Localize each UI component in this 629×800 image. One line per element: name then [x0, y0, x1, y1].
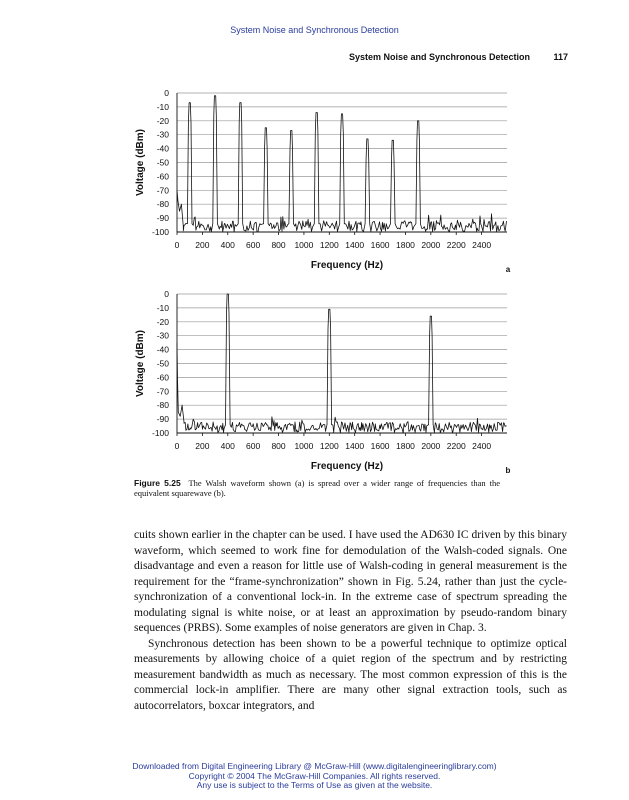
y-tick-label: -70 — [156, 386, 169, 397]
x-tick-label: 600 — [246, 240, 261, 250]
x-axis-label: Frequency (Hz) — [310, 260, 384, 271]
x-tick-label: 2000 — [421, 240, 441, 250]
x-tick-label: 1000 — [294, 240, 314, 250]
y-tick-label: -10 — [156, 302, 169, 313]
top-title-link[interactable]: System Noise and Synchronous Detection — [230, 25, 399, 35]
x-tick-label: 2200 — [446, 240, 466, 250]
figure-caption — [134, 478, 500, 498]
y-tick-label: -30 — [156, 129, 169, 140]
spectrum-chart-b — [0, 279, 629, 479]
spectrum-trace — [177, 96, 507, 232]
y-tick-label: -20 — [156, 115, 169, 126]
y-tick-label: -70 — [156, 185, 169, 196]
y-tick-label: -20 — [156, 316, 169, 327]
y-tick-label: 0 — [164, 289, 169, 299]
y-tick-label: -40 — [156, 344, 169, 355]
x-tick-label: 1800 — [396, 441, 415, 451]
x-tick-label: 1600 — [370, 240, 390, 250]
x-tick-label: 1800 — [396, 240, 415, 250]
y-tick-label: -90 — [156, 213, 169, 224]
figure-caption-text: The Walsh waveform shown (a) is spread over a wider range of frequencies than the equivalent squarewave (b). — [134, 478, 500, 498]
x-tick-label: 200 — [195, 240, 210, 250]
x-tick-label: 400 — [220, 240, 235, 250]
y-tick-label: -50 — [156, 157, 169, 168]
x-tick-label: 1000 — [294, 441, 314, 451]
x-tick-label: 2000 — [421, 441, 441, 451]
running-title: System Noise and Synchronous Detection — [348, 52, 530, 62]
x-tick-label: 2400 — [472, 441, 492, 451]
x-tick-label: 600 — [246, 441, 261, 451]
panel-label: b — [505, 466, 511, 475]
x-tick-label: 2400 — [472, 240, 492, 250]
footer-terms[interactable]: Any use is subject to the Terms of Use as given at the website. — [196, 780, 433, 790]
x-tick-label: 800 — [271, 240, 286, 250]
body-text — [134, 528, 567, 714]
y-tick-label: -40 — [156, 143, 169, 154]
y-tick-label: -50 — [156, 358, 169, 369]
x-tick-label: 1200 — [319, 240, 339, 250]
y-tick-label: -100 — [151, 428, 169, 438]
y-tick-label: -60 — [156, 171, 169, 182]
x-tick-label: 2200 — [446, 441, 466, 451]
x-tick-label: 0 — [174, 441, 180, 451]
footer-download-link[interactable]: Downloaded from Digital Engineering Library @ McGraw-Hill (www.digitalengineeringlibrary.com) — [132, 761, 497, 771]
x-tick-label: 400 — [220, 441, 235, 451]
body-paragraph-2: Synchronous detection has been shown to be a powerful technique to optimize optical measurements by allowing choice of a quiet region of the spectrum and by restricting measurement bandwidth as much as necessary. The most common expression of this is the commercial lock-in amplifier. There are many other signal extraction tools, such as autocorrelators, boxcar integrators, and — [134, 637, 567, 712]
figure-label: Figure 5.25 — [134, 478, 181, 488]
x-tick-label: 200 — [195, 441, 210, 451]
x-tick-label: 0 — [174, 240, 180, 250]
y-tick-label: -80 — [156, 400, 169, 411]
y-tick-label: -60 — [156, 372, 169, 383]
page-number: 117 — [553, 52, 568, 62]
panel-label: a — [505, 265, 511, 274]
y-tick-label: -90 — [156, 414, 169, 425]
x-tick-label: 1400 — [345, 240, 365, 250]
y-tick-label: -10 — [156, 101, 169, 112]
body-paragraph-1: cuits shown earlier in the chapter can be used. I have used the AD630 IC driven by this binary waveform, which seemed to work fine for demodulation of the Walsh-coded signals. One disadvantage and even a reason for little use of Walsh-coding in general measurement is the requirement for the “frame-synchronization” shown in Fig. 5.24, rather than just the cycle-synchronization of a conventional lock-in. In the extreme case of spectrum spreading the modulating signal is white noise, or at least an approximation by pseudo-random binary sequences (PRBS). Some examples of noise generators are given in Chap. 3. — [134, 529, 567, 634]
y-axis-label: Voltage (dBm) — [135, 329, 146, 398]
y-tick-label: -30 — [156, 330, 169, 341]
y-tick-label: 0 — [164, 88, 169, 98]
y-tick-label: -100 — [151, 227, 169, 237]
y-tick-label: -80 — [156, 199, 169, 210]
x-tick-label: 1600 — [370, 441, 390, 451]
x-tick-label: 1400 — [345, 441, 365, 451]
x-tick-label: 800 — [271, 441, 286, 451]
footer-copyright: Copyright © 2004 The McGraw-Hill Companies. All rights reserved. — [188, 770, 441, 781]
y-axis-label: Voltage (dBm) — [135, 128, 146, 197]
download-footer — [0, 762, 629, 791]
x-axis-label: Frequency (Hz) — [310, 461, 384, 472]
x-tick-label: 1200 — [319, 441, 339, 451]
spectrum-chart-a — [0, 78, 629, 278]
